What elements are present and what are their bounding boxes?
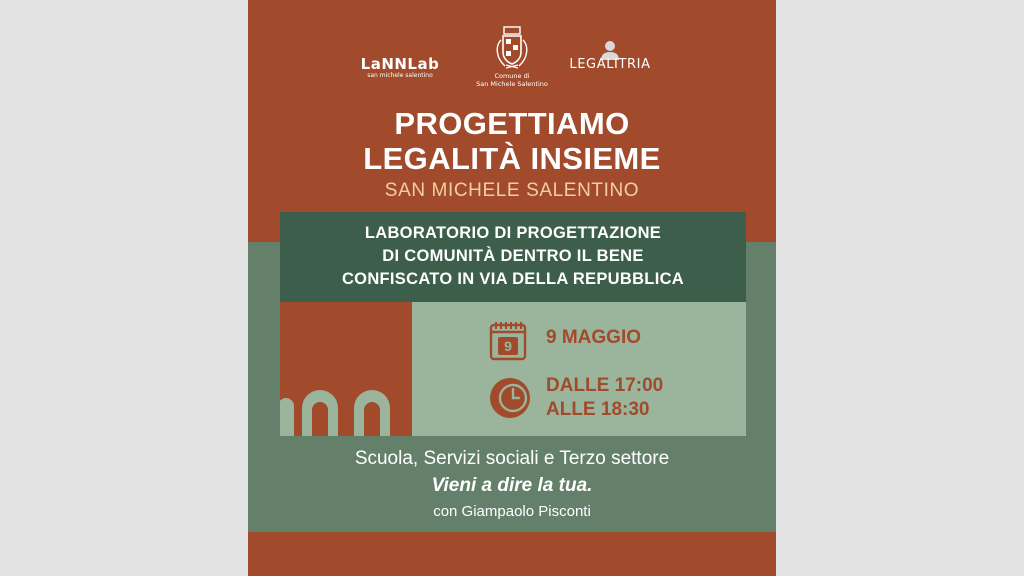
legalitria-logo-text: LEGALITRIA bbox=[569, 57, 651, 72]
legalitria-logo bbox=[558, 40, 662, 72]
footer-text bbox=[248, 446, 776, 524]
lab-line-1: LABORATORIO DI PROGETTAZIONE bbox=[364, 224, 662, 242]
calendar-day: 9 bbox=[504, 338, 512, 354]
comune-line-2: San Michele Salentino bbox=[476, 80, 548, 88]
poster-title bbox=[248, 106, 776, 176]
event-date: 9 MAGGIO bbox=[546, 327, 642, 348]
logo-row bbox=[248, 26, 776, 96]
lanlab-logo bbox=[360, 56, 440, 80]
footer-line-2: Vieni a dire la tua. bbox=[431, 475, 593, 496]
lab-line-2: DI COMUNITÀ DENTRO IL BENE bbox=[382, 247, 644, 265]
coat-of-arms-icon bbox=[492, 26, 532, 72]
title-line-2: LEGALITÀ INSIEME bbox=[363, 141, 661, 176]
lab-description-box bbox=[280, 212, 746, 302]
lanlab-logo-text: LaNNLab bbox=[360, 55, 440, 73]
footer-line-1: Scuola, Servizi sociali e Terzo settore bbox=[354, 448, 670, 469]
comune-logo bbox=[462, 26, 562, 88]
poster bbox=[248, 0, 776, 576]
comune-line-1: Comune di bbox=[494, 72, 530, 80]
poster-subtitle: SAN MICHELE SALENTINO bbox=[384, 180, 640, 201]
lanlab-logo-subtext: san michele salentino bbox=[367, 72, 433, 79]
event-time-start: DALLE 17:00 bbox=[546, 375, 664, 396]
footer-line-3: con Giampaolo Pisconti bbox=[433, 503, 591, 520]
calendar-icon bbox=[488, 320, 528, 362]
lab-line-3: CONFISCATO IN VIA DELLA REPUBBLICA bbox=[341, 270, 685, 288]
event-info-panel bbox=[280, 302, 746, 436]
arches-decoration bbox=[280, 380, 412, 436]
title-line-1: PROGETTIAMO bbox=[394, 106, 630, 141]
clock-icon bbox=[488, 376, 532, 420]
event-time-end: ALLE 18:30 bbox=[546, 399, 650, 420]
